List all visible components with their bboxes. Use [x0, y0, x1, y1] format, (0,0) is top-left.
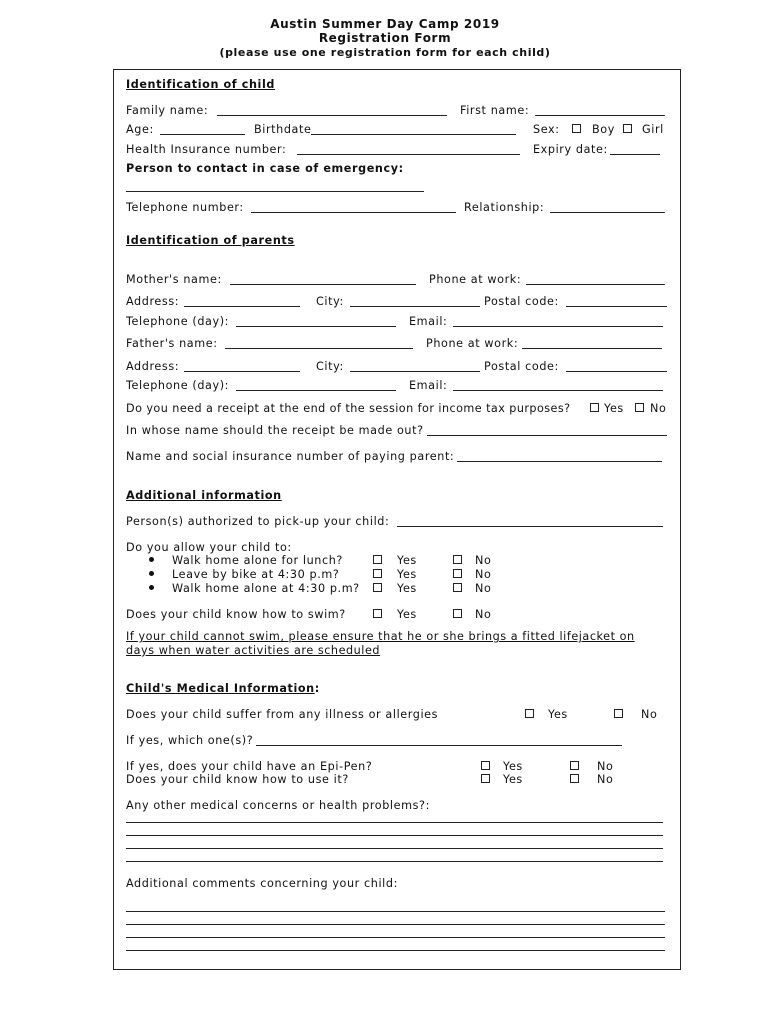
medical-section-heading	[126, 682, 320, 695]
receipt-no-checkbox[interactable]	[635, 403, 644, 412]
father-postal-field[interactable]	[566, 371, 667, 372]
comments-line-1[interactable]	[126, 911, 665, 912]
epipen-no-checkbox[interactable]	[570, 761, 579, 770]
age-label: Age:	[126, 123, 154, 136]
birthdate-field[interactable]	[311, 134, 516, 135]
emergency-contact-label: Person to contact in case of emergency:	[126, 162, 404, 175]
mother-city-field[interactable]	[350, 306, 480, 307]
birthdate-label: Birthdate	[254, 123, 312, 136]
father-address-field[interactable]	[184, 371, 300, 372]
form-subtitle: Registration Form	[318, 31, 452, 45]
receipt-name-label: In whose name should the receipt be made out?	[126, 424, 424, 437]
bike-no-label: No	[475, 568, 492, 581]
comments-line-3[interactable]	[126, 937, 665, 938]
expiry-date-field[interactable]	[610, 154, 660, 155]
father-city-field[interactable]	[350, 371, 480, 372]
mother-address-field[interactable]	[184, 306, 300, 307]
bullet-icon	[149, 585, 154, 590]
comments-line-2[interactable]	[126, 924, 665, 925]
mother-phone-work-field[interactable]	[526, 284, 665, 285]
concerns-line-1[interactable]	[126, 822, 663, 823]
family-name-field[interactable]	[217, 115, 447, 116]
father-city-label: City:	[316, 360, 344, 373]
concerns-line-3[interactable]	[126, 848, 663, 849]
first-name-label: First name:	[460, 104, 530, 117]
mother-name-field[interactable]	[230, 284, 416, 285]
emergency-contact-field[interactable]	[126, 191, 424, 192]
receipt-yes-label: Yes	[604, 402, 624, 415]
paying-parent-label: Name and social insurance number of paying parent:	[126, 450, 455, 463]
receipt-no-label: No	[650, 402, 667, 415]
telephone-label: Telephone number:	[126, 201, 244, 214]
lifejacket-notice-line2: days when water activities are scheduled	[126, 644, 381, 657]
sex-label: Sex:	[533, 123, 560, 136]
relationship-field[interactable]	[550, 212, 665, 213]
father-phone-work-label: Phone at work:	[426, 337, 519, 350]
age-field[interactable]	[160, 134, 245, 135]
mother-name-label: Mother's name:	[126, 273, 222, 286]
bike-no-checkbox[interactable]	[453, 569, 462, 578]
receipt-question: Do you need a receipt at the end of the session for income tax purposes?	[126, 402, 571, 415]
form-title: Austin Summer Day Camp 2019	[270, 17, 500, 31]
swim-no-checkbox[interactable]	[453, 609, 462, 618]
bullet-icon	[149, 557, 154, 562]
illness-yes-label: Yes	[548, 708, 568, 721]
walk-home-yes-checkbox[interactable]	[373, 583, 382, 592]
walk-lunch-yes-checkbox[interactable]	[373, 555, 382, 564]
epipen-use-no-checkbox[interactable]	[570, 774, 579, 783]
expiry-date-label: Expiry date:	[533, 143, 608, 156]
boy-label: Boy	[592, 123, 615, 136]
medical-heading-text: Child's Medical Information	[126, 682, 315, 695]
concerns-line-2[interactable]	[126, 835, 663, 836]
mother-email-label: Email:	[409, 315, 448, 328]
mother-address-label: Address:	[126, 295, 180, 308]
walk-lunch-label: Walk home alone for lunch?	[172, 554, 343, 567]
epipen-use-no-label: No	[597, 773, 614, 786]
illness-question: Does your child suffer from any illness or allergies	[126, 708, 439, 721]
lifejacket-notice-line1: If your child cannot swim, please ensure that he or she brings a fitted lifejacket on	[126, 630, 635, 643]
bike-label: Leave by bike at 4:30 p.m?	[172, 568, 340, 581]
walk-home-no-label: No	[475, 582, 492, 595]
receipt-yes-checkbox[interactable]	[590, 403, 599, 412]
girl-label: Girl	[642, 123, 664, 136]
epipen-yes-label: Yes	[503, 760, 523, 773]
father-postal-label: Postal code:	[484, 360, 559, 373]
father-email-label: Email:	[409, 379, 448, 392]
mother-telephone-field[interactable]	[236, 326, 396, 327]
mother-phone-work-label: Phone at work:	[429, 273, 522, 286]
mother-telephone-label: Telephone (day):	[126, 315, 230, 328]
allow-question: Do you allow your child to:	[126, 541, 292, 554]
form-note: (please use one registration form for each child)	[219, 46, 551, 59]
receipt-name-field[interactable]	[427, 435, 667, 436]
epipen-use-question: Does your child know how to use it?	[126, 773, 349, 786]
pickup-field[interactable]	[397, 526, 663, 527]
relationship-label: Relationship:	[464, 201, 545, 214]
concerns-line-4[interactable]	[126, 861, 663, 862]
father-address-label: Address:	[126, 360, 180, 373]
walk-lunch-no-label: No	[475, 554, 492, 567]
child-section-heading: Identification of child	[126, 78, 276, 91]
illness-no-label: No	[641, 708, 658, 721]
family-name-label: Family name:	[126, 104, 209, 117]
father-telephone-field[interactable]	[236, 390, 396, 391]
illness-no-checkbox[interactable]	[614, 709, 623, 718]
walk-home-label: Walk home alone at 4:30 p.m?	[172, 582, 360, 595]
father-email-field[interactable]	[453, 390, 663, 391]
mother-postal-label: Postal code:	[484, 295, 559, 308]
walk-lunch-no-checkbox[interactable]	[453, 555, 462, 564]
epipen-question: If yes, does your child have an Epi-Pen?	[126, 760, 373, 773]
telephone-field[interactable]	[251, 212, 456, 213]
mother-email-field[interactable]	[453, 326, 663, 327]
pickup-label: Person(s) authorized to pick-up your child:	[126, 515, 390, 528]
additional-section-heading: Additional information	[126, 489, 282, 502]
walk-home-no-checkbox[interactable]	[453, 583, 462, 592]
first-name-field[interactable]	[535, 115, 665, 116]
father-telephone-label: Telephone (day):	[126, 379, 230, 392]
bike-yes-label: Yes	[397, 568, 417, 581]
medical-heading-colon: :	[314, 682, 320, 695]
walk-lunch-yes-label: Yes	[397, 554, 417, 567]
health-insurance-field[interactable]	[297, 154, 520, 155]
which-field[interactable]	[256, 745, 622, 746]
father-name-label: Father's name:	[126, 337, 218, 350]
epipen-yes-checkbox[interactable]	[481, 761, 490, 770]
epipen-no-label: No	[597, 760, 614, 773]
girl-checkbox[interactable]	[623, 124, 632, 133]
concerns-label: Any other medical concerns or health problems?:	[126, 799, 430, 812]
boy-checkbox[interactable]	[572, 124, 581, 133]
epipen-use-yes-checkbox[interactable]	[481, 774, 490, 783]
bullet-icon	[149, 571, 154, 576]
which-label: If yes, which one(s)?	[126, 734, 254, 747]
swim-yes-label: Yes	[397, 608, 417, 621]
illness-yes-checkbox[interactable]	[525, 709, 534, 718]
comments-label: Additional comments concerning your child:	[126, 877, 398, 890]
father-name-field[interactable]	[225, 348, 413, 349]
swim-no-label: No	[475, 608, 492, 621]
epipen-use-yes-label: Yes	[503, 773, 523, 786]
paying-parent-field[interactable]	[457, 461, 662, 462]
comments-line-4[interactable]	[126, 950, 665, 951]
mother-city-label: City:	[316, 295, 344, 308]
father-phone-work-field[interactable]	[522, 348, 662, 349]
mother-postal-field[interactable]	[566, 306, 667, 307]
bike-yes-checkbox[interactable]	[373, 569, 382, 578]
parents-section-heading: Identification of parents	[126, 234, 295, 247]
walk-home-yes-label: Yes	[397, 582, 417, 595]
health-insurance-label: Health Insurance number:	[126, 143, 287, 156]
swim-yes-checkbox[interactable]	[373, 609, 382, 618]
swim-question: Does your child know how to swim?	[126, 608, 346, 621]
